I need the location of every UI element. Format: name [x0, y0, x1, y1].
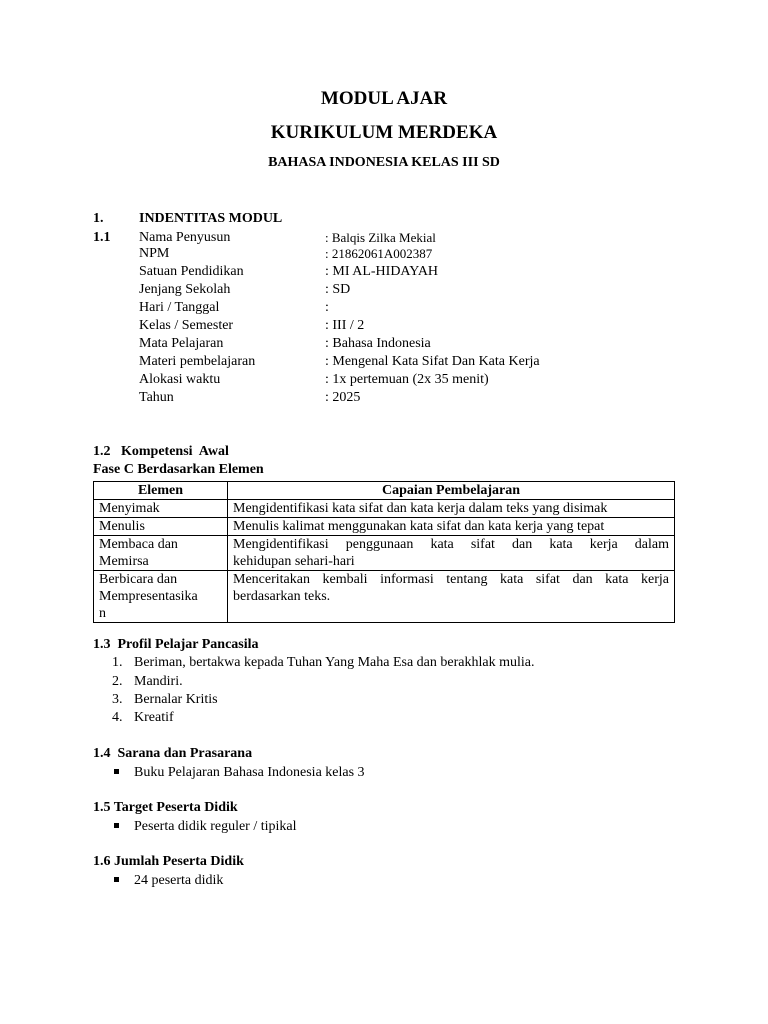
section-1-2-subtitle: Fase C Berdasarkan Elemen [93, 462, 264, 477]
identity-label: Satuan Pendidikan [139, 264, 244, 279]
document-title: MODUL AJAR [320, 88, 448, 109]
identity-label: NPM [139, 246, 170, 261]
identity-value: : Bahasa Indonesia [325, 336, 431, 351]
table-cell-capaian: Mengidentifikasi kata sifat dan kata kerja dalam teks yang disimak [228, 500, 675, 518]
list-item: 4. Kreatif [112, 710, 174, 725]
cell-line: Berbicara dan [99, 572, 178, 587]
list-item: 2. Mandiri. [112, 674, 183, 689]
identity-value: : Mengenal Kata Sifat Dan Kata Kerja [325, 354, 540, 369]
cell-line: Menceritakan kembali informasi tentang kata sifat dan kata kerja [233, 572, 669, 587]
identity-value: : 21862061A002387 [325, 246, 433, 261]
table-header-row [94, 482, 675, 500]
square-bullet-icon [114, 769, 119, 774]
document-subject-line: BAHASA INDONESIA KELAS III SD [268, 155, 500, 170]
cell-line: kehidupan sehari-hari [233, 554, 355, 569]
table-cell-capaian: Menulis kalimat menggunakan kata sifat dan kata kerja yang tepat [228, 518, 675, 536]
identity-label: Tahun [139, 390, 174, 405]
table-header-capaian: Capaian Pembelajaran [228, 482, 675, 500]
cell-line: Memirsa [99, 554, 149, 569]
section-1-5-title: 1.5 Target Peserta Didik [93, 800, 238, 815]
identity-label: Nama Penyusun [139, 230, 231, 245]
square-bullet-icon [114, 877, 119, 882]
cell-line: n [99, 606, 106, 621]
section-1-4-title: 1.4 Sarana dan Prasarana [93, 746, 253, 761]
document-subtitle: KURIKULUM MERDEKA [270, 122, 498, 143]
cell-line: Mempresentasika [99, 589, 198, 604]
square-bullet-icon [114, 823, 119, 828]
list-item: 3. Bernalar Kritis [112, 692, 218, 707]
identity-value: : [325, 300, 329, 315]
list-item: 24 peserta didik [112, 873, 223, 889]
table-cell-elemen [94, 536, 228, 571]
identity-label: Materi pembelajaran [139, 354, 256, 369]
table-row [94, 536, 675, 571]
identity-value: : MI AL-HIDAYAH [325, 264, 439, 279]
cell-line: Mengidentifikasi penggunaan kata sifat dan kata kerja dalam [233, 537, 669, 552]
table-cell-capaian [228, 536, 675, 571]
cell-line: berdasarkan teks. [233, 589, 331, 604]
identity-label: Mata Pelajaran [139, 336, 224, 351]
identity-value: : III / 2 [325, 318, 365, 333]
table-cell-elemen: Menulis [94, 518, 228, 536]
identity-value: : Balqis Zilka Mekial [325, 230, 436, 245]
identity-label: Alokasi waktu [139, 372, 221, 387]
capaian-table [93, 481, 675, 623]
section-1-title: INDENTITAS MODUL [139, 211, 283, 226]
section-1-2-title: 1.2 Kompetensi Awal [93, 444, 229, 459]
list-item: 1. Beriman, bertakwa kepada Tuhan Yang Maha Esa dan berakhlak mulia. [112, 655, 535, 670]
section-1-3-title: 1.3 Profil Pelajar Pancasila [93, 637, 259, 652]
identity-value: : 2025 [325, 390, 361, 405]
table-cell-capaian [228, 571, 675, 623]
identity-value: : 1x pertemuan (2x 35 menit) [325, 372, 489, 387]
list-item: Buku Pelajaran Bahasa Indonesia kelas 3 [112, 765, 365, 781]
table-cell-elemen [94, 571, 228, 623]
section-1-6-title: 1.6 Jumlah Peserta Didik [93, 854, 244, 869]
identity-label: Jenjang Sekolah [139, 282, 231, 297]
table-row [94, 518, 675, 536]
list-item: Peserta didik reguler / tipikal [112, 819, 297, 835]
cell-line: Membaca dan [99, 537, 178, 552]
table-header-elemen: Elemen [94, 482, 228, 500]
identity-label: Hari / Tanggal [139, 300, 220, 315]
subsection-1-1-number: 1.1 [93, 230, 111, 245]
table-row [94, 571, 675, 623]
table-cell-elemen: Menyimak [94, 500, 228, 518]
identity-value: : SD [325, 282, 351, 297]
identity-label: Kelas / Semester [139, 318, 234, 333]
section-1-number: 1. [93, 211, 104, 226]
table-row [94, 500, 675, 518]
